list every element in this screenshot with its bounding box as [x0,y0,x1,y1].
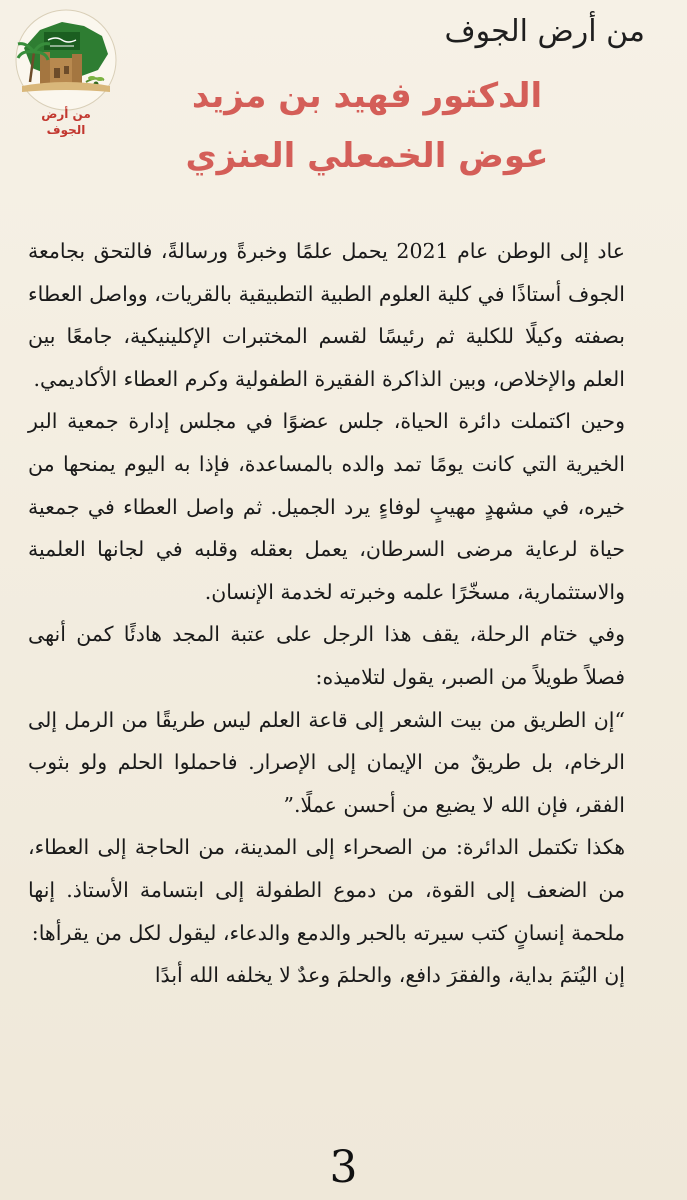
logo-caption-line1: من أرض [41,107,91,121]
paragraph: عاد إلى الوطن عام 2021 يحمل علمًا وخبرةً ورسالةً، فالتحق بجامعة الجوف أستاذًا في كلية العلوم الطبية التطبيقية بالقريات، وواصل العطاء بصفته وكيلًا للكلية ثم رئيسًا لقسم المختبرات الإكلينيكية، جامعًا بين العلم والإخلاص، وبين الذاكرة الفقيرة الطفولية وكرم العطاء الأكاديمي. [28,239,625,391]
paragraph: هكذا تكتمل الدائرة: من الصحراء إلى المدينة، من الحاجة إلى العطاء، من الضعف إلى القوة، من دموع الطفولة إلى ابتسامة الأستاذ. إنها ملحمة إنسانٍ كتب سيرته بالحبر والدمع والدعاء، ليقول لكل من يقرأها: [28,835,625,945]
article-body [28,230,625,997]
logo-caption-line2: الجوف [46,123,86,137]
logo-caption [10,106,122,138]
logo [10,8,122,148]
author-name-line1: الدكتور فهيد بن مزيد [191,76,543,116]
logo-emblem-icon [10,8,122,120]
quote-paragraph: “إن الطريق من بيت الشعر إلى قاعة العلم ليس طريقًا من الرمل إلى الرخام، بل طريقٌ من الإيمان إلى الإصرار. فاحملوا الحلم ولو بثوب الفقر، فإن الله لا يضيع من أحسن عملًا.” [28,707,625,817]
page-number: 3 [329,1142,358,1193]
paragraph: وفي ختام الرحلة، يقف هذا الرجل على عتبة المجد هادئًا كمن أنهى فصلاً طويلاً من الصبر، يقول لتلاميذه: [28,622,625,689]
page-header-title: من أرض الجوف [444,14,645,49]
closing-paragraph: إن اليُتمَ بداية، والفقرَ دافع، والحلمَ وعدٌ لا يخلفه الله أبدًا [154,963,625,988]
paragraph: وحين اكتملت دائرة الحياة، جلس عضوًا في مجلس إدارة جمعية البر الخيرية التي كانت يومًا تمد والده بالمساعدة، فإذا به اليوم يمنحها من خيره، في مشهدٍ مهيبٍ لوفاءٍ يرد الجميل. ثم واصل العطاء في جمعية حياة لرعاية مرضى السرطان، يعمل بعقله وقلبه في لجانها العلمية والاستثمارية، مسخّرًا علمه وخبرته لخدمة الإنسان. [28,409,625,604]
author-name-line2: عوض الخمعلي العنزي [185,136,549,176]
